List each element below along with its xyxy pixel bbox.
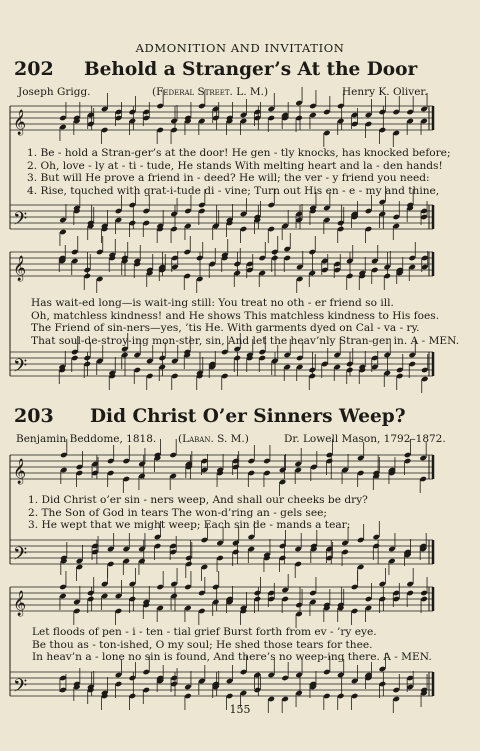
hymn-title: Behold a Stranger’s At the Door [84, 59, 418, 80]
clef-icon: 𝄢 [13, 544, 28, 569]
clef-icon: 𝄞 [13, 591, 27, 616]
clef-icon: 𝄞 [13, 459, 27, 484]
verse-2-line-a: 2. The Son of God in tears The won-d’ring an - gels see; [28, 506, 327, 519]
hymn-number: 202 [14, 58, 54, 80]
verse-3-line-b: In heav’n a - lone no sin is found, And there’s no weep-ing there. A - MEN. [32, 651, 432, 663]
verse-2-line-b: Oh, matchless kindness! and He shows This matchless kindness to His foes. [31, 309, 440, 322]
verse-1-line-b: Let floods of pen - i - ten - tial grief Burst forth from ev - ’ry eye. [32, 626, 377, 638]
tune-name: (Federal Street. L. M.) [152, 86, 269, 98]
verse-3-line-a: 3. But will He prove a friend in - deed? He will; the ver - y friend you need: [27, 172, 430, 184]
author: Benjamin Beddome, 1818. [16, 433, 157, 445]
verse-1-line-b: Has wait-ed long—is wait-ing still: You treat no oth - er friend so ill. [31, 297, 394, 309]
hymn-title: Did Christ O’er Sinners Weep? [90, 406, 406, 427]
verse-3-line-b: The Friend of sin-ners—yes, ’tis He. With garments dyed on Cal - va - ry. [31, 322, 420, 334]
verse-4-line-b: That soul-de-stroy-ing mon-ster, sin, And let the heav’nly Stran-ger in. A - MEN. [31, 334, 460, 347]
verse-1-line-a: 1. Did Christ o’er sin - ners weep, And shall our cheeks be dry? [28, 494, 368, 506]
verse-1-line-a: 1. Be - hold a Stran-ger’s at the door! He gen - tly knocks, has knocked before; [27, 147, 451, 159]
section-heading: ADMONITION AND INVITATION [135, 41, 345, 55]
verse-3-line-a: 3. He wept that we might weep; Each sin de - mands a tear: [28, 519, 351, 531]
verse-4-line-a: 4. Rise, touched with grat-i-tude di - vine; Turn out His en - e - my and thine, [27, 184, 440, 197]
verse-2-line-b: Be thou as - ton-ished, O my soul; He shed those tears for thee. [32, 638, 373, 651]
clef-icon: 𝄞 [13, 256, 27, 281]
verse-2-line-a: 2. Oh, love - ly at - ti - tude, He stands With melting heart and la - den hands! [27, 159, 443, 172]
page-number: 155 [229, 703, 251, 716]
author: Joseph Grigg. [18, 86, 91, 98]
composer: Henry K. Oliver. [342, 86, 428, 98]
composer: Dr. Lowell Mason, 1792–1872. [284, 433, 446, 445]
clef-icon: 𝄢 [13, 676, 28, 701]
clef-icon: 𝄢 [13, 209, 28, 234]
tune-name: (Laban. S. M.) [178, 433, 249, 445]
hymn-number: 203 [14, 405, 54, 427]
clef-icon: 𝄢 [13, 356, 28, 381]
clef-icon: 𝄞 [13, 110, 27, 135]
